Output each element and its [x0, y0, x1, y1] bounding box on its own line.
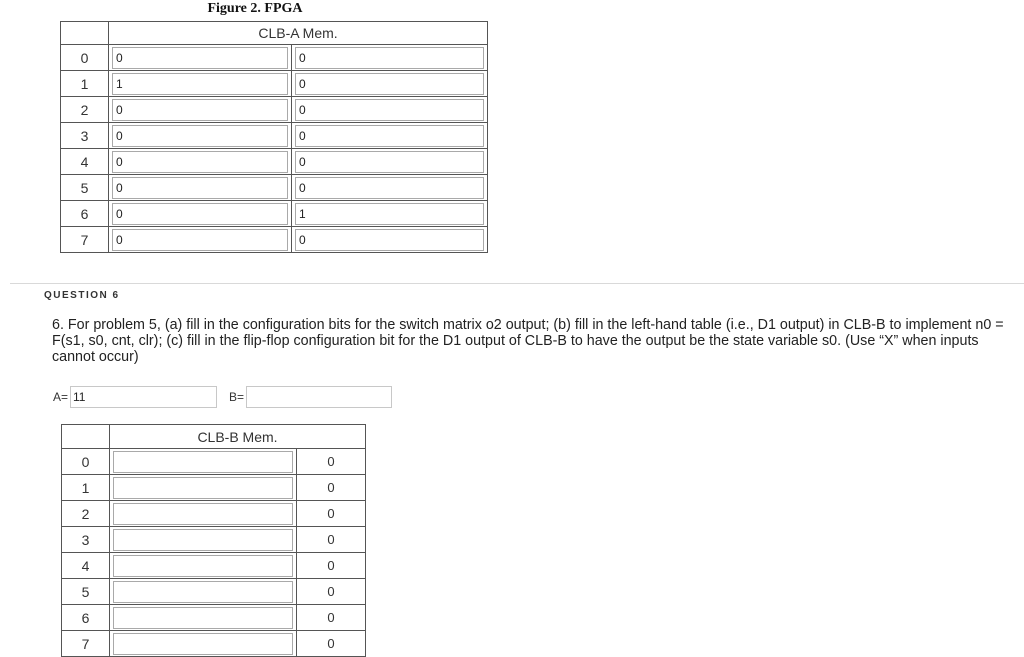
table-row: [61, 71, 488, 97]
right-bit-input[interactable]: 0: [295, 73, 484, 95]
row-index: 3: [61, 123, 109, 149]
left-cell: [109, 71, 292, 97]
clb-a-rows: [61, 45, 488, 253]
left-bit-input[interactable]: 0: [112, 177, 288, 199]
table-row: [61, 175, 488, 201]
table-row: [61, 45, 488, 71]
table-row: [61, 123, 488, 149]
right-cell: [292, 97, 488, 123]
table-row: [61, 149, 488, 175]
left-cell: [109, 149, 292, 175]
right-bit-input[interactable]: 0: [295, 125, 484, 147]
left-cell: [110, 579, 297, 605]
row-index: 5: [61, 175, 109, 201]
ff-config-value: 0: [297, 475, 366, 501]
b-field-label: B=: [229, 390, 245, 404]
row-index: 4: [62, 553, 110, 579]
right-bit-input[interactable]: 0: [295, 229, 484, 251]
left-bit-input[interactable]: 0: [112, 125, 288, 147]
row-index: 6: [61, 201, 109, 227]
row-index: 6: [62, 605, 110, 631]
left-bit-input[interactable]: 0: [112, 47, 288, 69]
row-index: 3: [62, 527, 110, 553]
right-cell: [292, 149, 488, 175]
left-bit-input[interactable]: 0: [112, 151, 288, 173]
table-row: [62, 605, 366, 631]
question-text: 6. For problem 5, (a) fill in the configuration bits for the switch matrix o2 output; (b) fill in the left-hand table (i.e., D1 output) in CLB-B to implement n0 = F(s1, s0, cnt, clr); (c) fill in the flip-flop configuration bit for the D1 output of CLB-B to have the output be the state variable s0. (Use “X” when inputs cannot occur): [52, 317, 1004, 365]
left-cell: [109, 97, 292, 123]
ff-config-value: 0: [297, 449, 366, 475]
row-index: 2: [61, 97, 109, 123]
clb-b-rows: [62, 449, 366, 657]
table-row: [61, 227, 488, 253]
table-row: [62, 449, 366, 475]
right-cell: [292, 227, 488, 253]
section-divider: [10, 283, 1024, 284]
row-index: 1: [62, 475, 110, 501]
clb-b-corner-cell: [62, 425, 110, 449]
left-bit-input[interactable]: 0: [112, 203, 288, 225]
row-index: 0: [61, 45, 109, 71]
a-config-input[interactable]: [70, 386, 217, 408]
right-cell: [292, 201, 488, 227]
row-index: 7: [61, 227, 109, 253]
row-index: 5: [62, 579, 110, 605]
clb-a-header: CLB-A Mem.: [109, 22, 488, 45]
a-field-label: A=: [53, 390, 69, 404]
clb-a-corner-cell: [61, 22, 109, 45]
left-cell: [110, 553, 297, 579]
clb-b-header: CLB-B Mem.: [110, 425, 366, 449]
right-bit-input[interactable]: 0: [295, 99, 484, 121]
left-cell: [110, 527, 297, 553]
left-cell: [110, 631, 297, 657]
ff-config-value: 0: [297, 501, 366, 527]
row-index: 7: [62, 631, 110, 657]
left-bit-input[interactable]: 0: [112, 229, 288, 251]
left-bit-input[interactable]: [113, 607, 293, 629]
left-cell: [110, 501, 297, 527]
left-bit-input[interactable]: 0: [112, 99, 288, 121]
left-bit-input[interactable]: [113, 529, 293, 551]
table-row: [62, 553, 366, 579]
right-bit-input[interactable]: 0: [295, 151, 484, 173]
right-bit-input[interactable]: 0: [295, 177, 484, 199]
table-row: [62, 579, 366, 605]
right-cell: [292, 175, 488, 201]
left-bit-input[interactable]: 1: [112, 73, 288, 95]
clb-b-memory-table: [61, 424, 366, 657]
right-cell: [292, 45, 488, 71]
right-bit-input[interactable]: 0: [295, 47, 484, 69]
right-cell: [292, 71, 488, 97]
right-cell: [292, 123, 488, 149]
table-row: [61, 201, 488, 227]
left-bit-input[interactable]: [113, 633, 293, 655]
row-index: 2: [62, 501, 110, 527]
ff-config-value: 0: [297, 631, 366, 657]
left-cell: [109, 201, 292, 227]
left-cell: [109, 227, 292, 253]
table-row: [62, 631, 366, 657]
left-bit-input[interactable]: [113, 503, 293, 525]
left-bit-input[interactable]: [113, 451, 293, 473]
left-cell: [109, 123, 292, 149]
table-row: [62, 501, 366, 527]
ff-config-value: 0: [297, 553, 366, 579]
ff-config-value: 0: [297, 605, 366, 631]
left-cell: [110, 475, 297, 501]
row-index: 4: [61, 149, 109, 175]
ff-config-value: 0: [297, 579, 366, 605]
table-row: [61, 97, 488, 123]
b-config-input[interactable]: [246, 386, 392, 408]
left-cell: [110, 449, 297, 475]
question-label: QUESTION 6: [44, 290, 120, 301]
row-index: 1: [61, 71, 109, 97]
ff-config-value: 0: [297, 527, 366, 553]
right-bit-input[interactable]: 1: [295, 203, 484, 225]
left-bit-input[interactable]: [113, 581, 293, 603]
table-row: [62, 527, 366, 553]
left-bit-input[interactable]: [113, 555, 293, 577]
table-row: [62, 475, 366, 501]
left-cell: [109, 175, 292, 201]
row-index: 0: [62, 449, 110, 475]
left-bit-input[interactable]: [113, 477, 293, 499]
left-cell: [110, 605, 297, 631]
left-cell: [109, 45, 292, 71]
figure-title: Figure 2. FPGA: [207, 1, 303, 16]
clb-a-memory-table: [60, 21, 488, 253]
